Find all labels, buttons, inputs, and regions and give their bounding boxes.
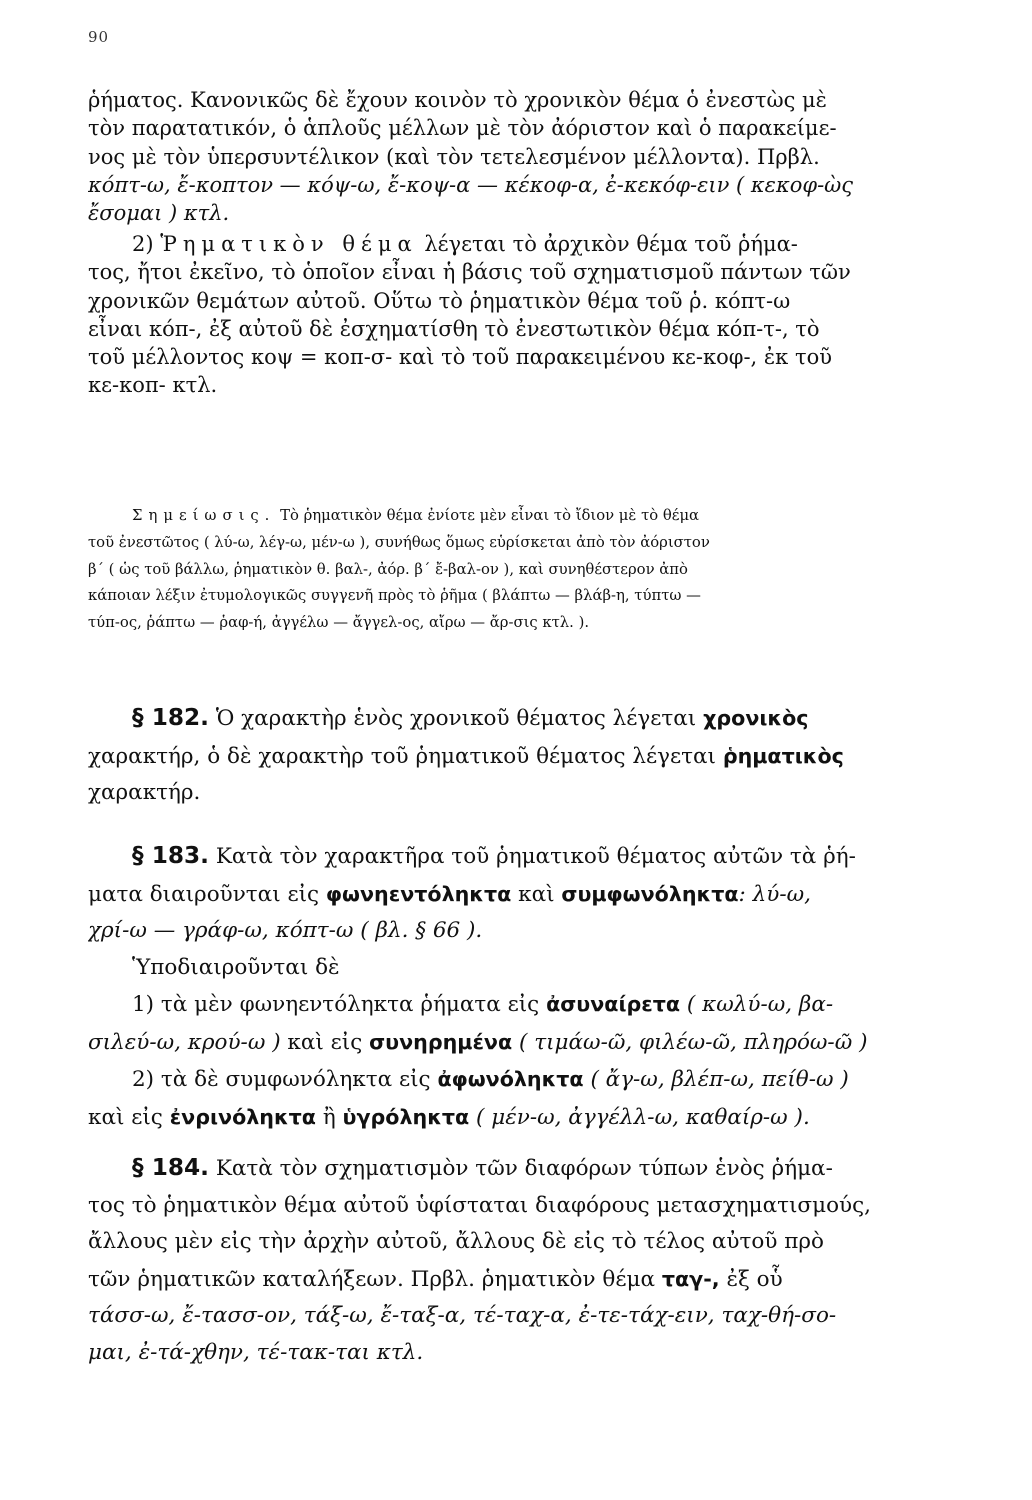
text-line: τὸν παρατατικόν, ὁ ἁπλοῦς μέλλων μὲ τὸν ἀόριστον καὶ ὁ παρακείμε- xyxy=(88,116,837,141)
section-184 xyxy=(88,1150,948,1371)
text-run: Κατὰ τὸν χαρακτῆρα τοῦ ῥηματικοῦ θέματος αὐτῶν τὰ ῥή- xyxy=(215,844,856,869)
text-line: τοῦ ἐνεστῶτος ( λύ-ω, λέγ-ω, μέν-ω ), συνήθως ὅμως εὑρίσκεται ἀπὸ τὸν ἀόριστον xyxy=(88,533,710,551)
text-line: κόπτ-ω, ἔ-κοπτον — κόψ-ω, ἔ-κοψ-α — κέκοφ-α, ἐ-κεκόφ-ειν ( κεκοφ-ὼς xyxy=(88,172,854,197)
text-run: τῶν ῥηματικῶν καταλήξεων. Πρβλ. ῥηματικὸν θέμα xyxy=(88,1266,655,1292)
bold-term: ῥηματικὸς xyxy=(722,743,844,768)
text-run: ( κωλύ-ω, βα- xyxy=(686,992,834,1017)
text-line: χαρακτήρ. xyxy=(88,780,201,805)
text-run: 2) τὰ δὲ συμφωνόληκτα εἰς xyxy=(132,1067,431,1092)
text-line: νος μὲ τὸν ὑπερσυντέλικον (καὶ τὸν τετελεσμένον μέλλοντα). Πρβλ. xyxy=(88,144,820,169)
spaced-term: Ῥηματικὸν θέμα xyxy=(160,232,418,256)
text-line: Ὑποδιαιροῦνται δὲ xyxy=(132,954,340,980)
section-183 xyxy=(88,838,948,1136)
text-run: Ὁ χαρακτὴρ ἑνὸς χρονικοῦ θέματος λέγεται xyxy=(215,706,697,731)
text-line xyxy=(88,1261,948,1299)
text-run: καὶ εἰς xyxy=(88,1104,163,1130)
text-line xyxy=(88,700,948,738)
text-line: κάποιαν λέξιν ἐτυμολογικῶς συγγενῆ πρὸς τὸ ῥῆμα ( βλάπτω — βλάβ-η, τύπτω — xyxy=(88,587,701,605)
text-run: ἐξ οὗ xyxy=(726,1266,783,1292)
section-number: § 183. xyxy=(132,842,209,869)
text-line: ῥήματος. Κανονικῶς δὲ ἔχουν κοινὸν τὸ χρονικὸν θέμα ὁ ἐνεστὼς μὲ xyxy=(88,88,827,112)
text-run: 1) τὰ μὲν φωνηεντόληκτα ῥήματα εἰς xyxy=(132,992,540,1017)
text-run: ( τιμάω-ῶ, φιλέω-ῶ, πληρόω-ῶ ) xyxy=(519,1029,868,1055)
text-line: τύπ-ος, ῥάπτω — ῥαφ-ή, ἀγγέλω — ἄγγελ-ος, αἴρω — ἄρ-σις κτλ. ). xyxy=(88,614,590,632)
text-line xyxy=(88,738,948,776)
page-number: 90 xyxy=(88,28,110,46)
text-line xyxy=(88,1099,948,1137)
bold-term: ἀσυναίρετα xyxy=(546,992,681,1016)
section-182 xyxy=(88,700,948,812)
text-run: Κατὰ τὸν σχηματισμὸν τῶν διαφόρων τύπων ἑνὸς ῥήμα- xyxy=(215,1156,833,1181)
bold-term: χρονικὸς xyxy=(703,706,809,730)
section-number: § 184. xyxy=(132,1154,209,1181)
bold-term: φωνηεντόληκτα xyxy=(325,881,512,906)
line-rest: λέγεται τὸ ἀρχικὸν θέμα τοῦ ῥήμα- xyxy=(424,232,798,256)
text-line: χρονικῶν θεμάτων αὐτοῦ. Οὕτω τὸ ῥηματικὸν θέμα τοῦ ῥ. κόπτ-ω xyxy=(88,288,791,313)
item-number: 2) xyxy=(132,232,154,256)
text-line xyxy=(88,986,948,1024)
text-run: χαρακτήρ, ὁ δὲ χαρακτὴρ τοῦ ῥηματικοῦ θέματος λέγεται xyxy=(88,743,716,769)
text-line: τος, ἤτοι ἐκεῖνο, τὸ ὁποῖον εἶναι ἡ βάσις τοῦ σχηματισμοῦ πάντων τῶν xyxy=(88,260,851,285)
text-line: τος τὸ ῥηματικὸν θέμα αὐτοῦ ὑφίσταται διαφόρους μετασχηματισμούς, xyxy=(88,1192,871,1218)
text-line: εἶναι κόπ-, ἐξ αὐτοῦ δὲ ἐσχηματίσθη τὸ ἐνεστωτικὸν θέμα κόπ-τ-, τὸ xyxy=(88,316,820,341)
top-paragraph xyxy=(88,86,948,227)
text-line xyxy=(88,1024,948,1062)
section-number: § 182. xyxy=(132,704,209,731)
bold-term: ὑγρόληκτα xyxy=(342,1104,470,1129)
bold-term: ἀφωνόληκτα xyxy=(437,1067,584,1091)
text-run: : λύ-ω, xyxy=(738,881,811,907)
text-line xyxy=(88,1061,948,1099)
bold-term: συμφωνόληκτα xyxy=(561,881,739,906)
text-line: ἔσομαι ) κτλ. xyxy=(88,201,230,226)
text-line xyxy=(88,230,948,258)
bold-term: ἐνρινόληκτα xyxy=(169,1104,316,1129)
text-line xyxy=(88,1150,948,1188)
text-line: μαι, ἐ-τά-χθην, τέ-τακ-ται κτλ. xyxy=(88,1339,424,1365)
text-line: ἄλλους μὲν εἰς τὴν ἀρχὴν αὐτοῦ, ἄλλους δὲ εἰς τὸ τέλος αὐτοῦ πρὸ xyxy=(88,1229,824,1254)
text-run: καὶ xyxy=(518,881,555,907)
text-run: ματα διαιροῦνται εἰς xyxy=(88,881,320,907)
text-line: τοῦ μέλλοντος κοψ = κοπ-σ- καὶ τὸ τοῦ παρακειμένου κε-κοφ-, ἐκ τοῦ xyxy=(88,345,833,370)
line-rest: Τὸ ῥηματικὸν θέμα ἐνίοτε μὲν εἶναι τὸ ἴδιον μὲ τὸ θέμα xyxy=(280,507,700,524)
text-run: ἢ xyxy=(322,1104,336,1130)
text-line xyxy=(88,838,948,876)
item-2-rhematikon-thema xyxy=(88,230,948,400)
text-line: τάσσ-ω, ἔ-τασσ-ον, τάξ-ω, ἔ-ταξ-α, τέ-ταχ-α, ἐ-τε-τάχ-ειν, ταχ-θή-σο- xyxy=(88,1303,837,1328)
text-run: σιλεύ-ω, κρού-ω ) xyxy=(88,1029,281,1055)
text-line xyxy=(88,876,948,914)
text-line: χρί-ω — γράφ-ω, κόπτ-ω ( βλ. § 66 ). xyxy=(88,918,483,943)
text-run: ( μέν-ω, ἀγγέλλ-ω, καθαίρ-ω ). xyxy=(476,1104,810,1130)
bold-term: ταγ-, xyxy=(661,1266,720,1291)
note-simeiosis xyxy=(88,503,948,637)
text-run: ( ἄγ-ω, βλέπ-ω, πείθ-ω ) xyxy=(590,1067,849,1092)
text-line xyxy=(88,503,948,530)
bold-term: συνηρημένα xyxy=(369,1029,513,1054)
text-line: β΄ ( ὡς τοῦ βάλλω, ῥηματικὸν θ. βαλ-, ἀόρ. β΄ ἔ-βαλ-ον ), καὶ συνηθέστερον ἀπὸ xyxy=(88,560,688,578)
text-line: κε-κοπ- κτλ. xyxy=(88,373,218,398)
note-label: Σημείωσις. xyxy=(132,507,276,524)
text-run: καὶ εἰς xyxy=(287,1029,363,1055)
